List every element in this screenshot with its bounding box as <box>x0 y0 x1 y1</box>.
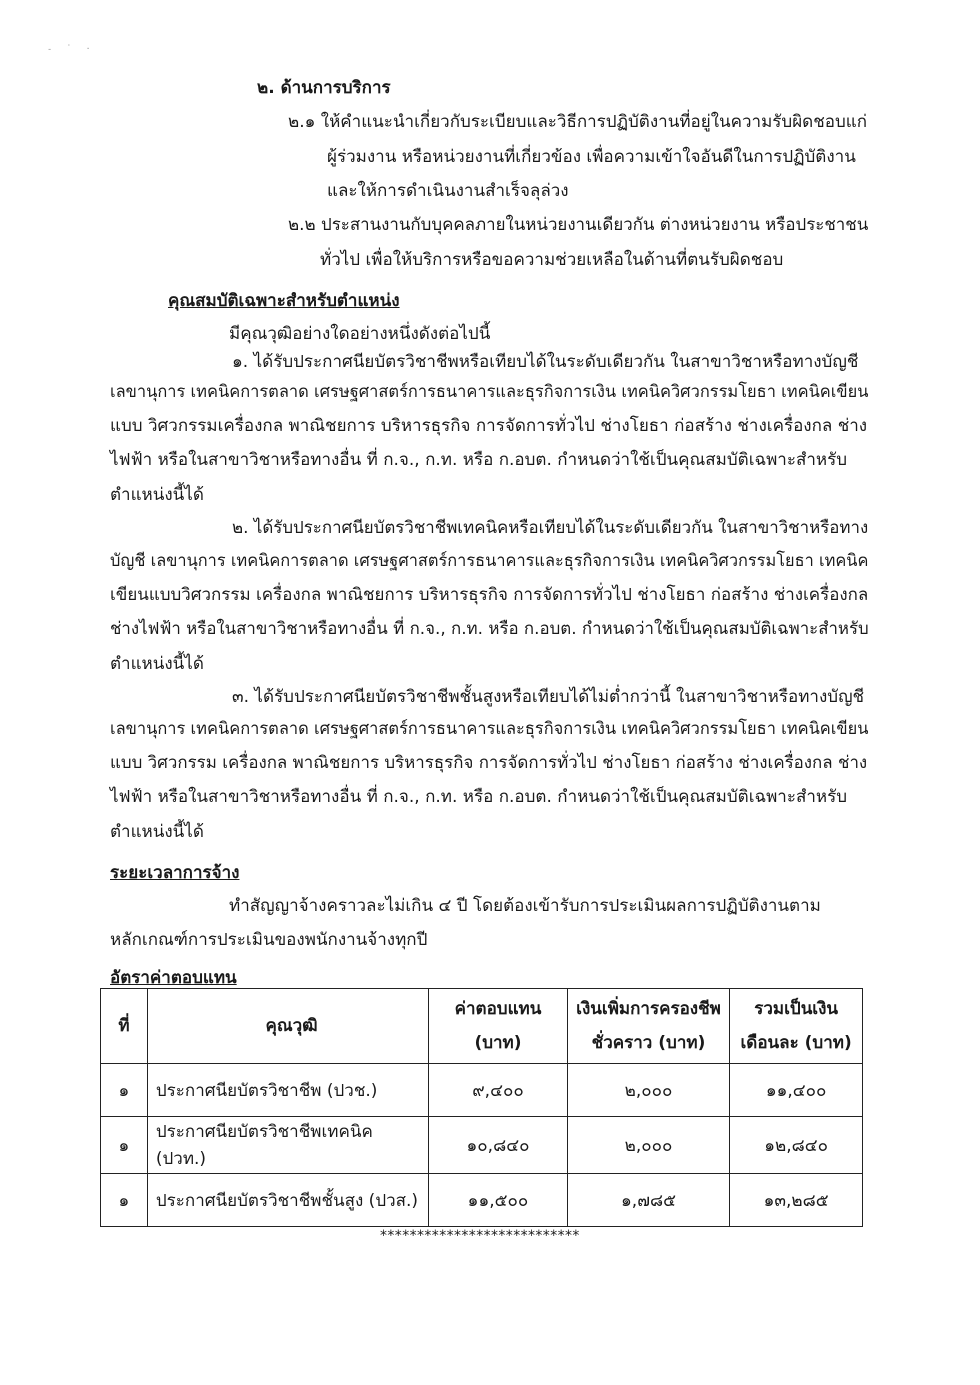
scan-specks: ˗ ˙ · <box>48 44 96 55</box>
header-total <box>730 989 863 1064</box>
header-total-line-2: เดือนละ (บาท) <box>740 1033 852 1053</box>
qualification-3-line-4: ไฟฟ้า หรือในสาขาวิชาหรือทางอื่น ที่ ก.จ., ก.ท. หรือ ก.อบต. กำหนดว่าใช้เป็นคุณสมบัติเฉพาะสำหรับ <box>110 787 848 807</box>
table-header-row <box>101 989 863 1064</box>
qualification-3-line-3: แบบ วิศวกรรม เครื่องกล พาณิชยการ บริหารธุรกิจ การจัดการทั่วไป ช่างโยธา ก่อสร้าง ช่างเครื่องกล ช่าง <box>110 753 868 773</box>
qualification-2-line-3: เขียนแบบวิศวกรรม เครื่องกล พาณิชยการ บริหารธุรกิจ การจัดการทั่วไป ช่างโยธา ก่อสร้าง ช่างเครื่องกล <box>110 585 869 605</box>
header-total-line-1: รวมเป็นเงิน <box>754 999 839 1019</box>
qualification-3-line-5: ตำแหน่งนี้ได้ <box>110 822 204 842</box>
cell-total: ๑๒,๘๔๐ <box>730 1117 863 1174</box>
employment-period-heading: ระยะเวลาการจ้าง <box>110 863 240 883</box>
cell-total: ๑๑,๔๐๐ <box>730 1064 863 1117</box>
header-allowance <box>567 989 730 1064</box>
table-row <box>101 1064 863 1117</box>
qualification-2-line-4: ช่างไฟฟ้า หรือในสาขาวิชาหรือทางอื่น ที่ ก.จ., ก.ท. หรือ ก.อบต. กำหนดว่าใช้เป็นคุณสมบัติเฉพาะสำหรับ <box>110 619 869 639</box>
compensation-heading: อัตราค่าตอบแทน <box>110 968 237 988</box>
qualification-2-line-2: บัญชี เลขานุการ เทคนิคการตลาด เศรษฐศาสตร์การธนาคารและธุรกิจการเงิน เทคนิควิศวกรรมโยธา เทคนิค <box>110 551 869 571</box>
service-item-2-1-line-1: ๒.๑ ให้คำแนะนำเกี่ยวกับระเบียบและวิธีการปฏิบัติงานที่อยู่ในความรับผิดชอบแก่ <box>288 112 867 132</box>
service-item-2-1-line-3: และให้การดำเนินงานสำเร็จลุล่วง <box>327 181 569 201</box>
cell-allowance: ๒,๐๐๐ <box>567 1117 730 1174</box>
header-pay <box>429 989 568 1064</box>
service-item-2-2-line-1: ๒.๒ ประสานงานกับบุคคลภายในหน่วยงานเดียวกัน ต่างหน่วยงาน หรือประชาชน <box>288 215 869 235</box>
qualification-1-line-2: เลขานุการ เทคนิคการตลาด เศรษฐศาสตร์การธนาคารและธุรกิจการเงิน เทคนิควิศวกรรมโยธา เทคนิคเขียน <box>110 382 869 402</box>
cell-no: ๑ <box>101 1117 148 1174</box>
section-service-heading: ๒. ด้านการบริการ <box>257 78 391 98</box>
compensation-table <box>100 988 863 1227</box>
cell-qualification: ประกาศนียบัตรวิชาชีพเทคนิค (ปวท.) <box>147 1117 428 1174</box>
employment-period-line-1: ทำสัญญาจ้างคราวละไม่เกิน ๔ ปี โดยต้องเข้ารับการประเมินผลการปฏิบัติงานตาม <box>229 896 821 916</box>
service-item-2-2-line-2: ทั่วไป เพื่อให้บริการหรือขอความช่วยเหลือในด้านที่ตนรับผิดชอบ <box>320 250 784 270</box>
cell-qualification: ประกาศนียบัตรวิชาชีพ (ปวช.) <box>147 1064 428 1117</box>
header-qualification: คุณวุฒิ <box>147 989 428 1064</box>
header-allowance-line-1: เงินเพิ่มการครองชีพ <box>576 999 721 1019</box>
qualification-3-line-2: เลขานุการ เทคนิคการตลาด เศรษฐศาสตร์การธนาคารและธุรกิจการเงิน เทคนิควิศวกรรมโยธา เทคนิคเขียน <box>110 719 869 739</box>
qualification-1-line-5: ตำแหน่งนี้ได้ <box>110 485 204 505</box>
table-row <box>101 1174 863 1227</box>
header-pay-line-1: ค่าตอบแทน <box>454 999 542 1019</box>
qualification-1-line-3: แบบ วิศวกรรมเครื่องกล พาณิชยการ บริหารธุรกิจ การจัดการทั่วไป ช่างโยธา ก่อสร้าง ช่างเครื่องกล ช่าง <box>110 416 868 436</box>
qualification-1-line-4: ไฟฟ้า หรือในสาขาวิชาหรือทางอื่น ที่ ก.จ., ก.ท. หรือ ก.อบต. กำหนดว่าใช้เป็นคุณสมบัติเฉพาะสำหรับ <box>110 450 848 470</box>
table-row <box>101 1117 863 1174</box>
cell-pay: ๙,๔๐๐ <box>429 1064 568 1117</box>
qualification-heading: คุณสมบัติเฉพาะสำหรับตำแหน่ง <box>168 291 400 311</box>
header-no: ที่ <box>101 989 148 1064</box>
qualification-3-line-1: ๓. ได้รับประกาศนียบัตรวิชาชีพชั้นสูงหรือเทียบได้ไม่ต่ำกว่านี้ ในสาขาวิชาหรือทางบัญชี <box>232 687 865 707</box>
cell-no: ๑ <box>101 1174 148 1227</box>
header-pay-line-2: (บาท) <box>474 1033 522 1053</box>
qualification-2-line-1: ๒. ได้รับประกาศนียบัตรวิชาชีพเทคนิคหรือเทียบได้ในระดับเดียวกัน ในสาขาวิชาหรือทาง <box>232 518 869 538</box>
cell-total: ๑๓,๒๘๕ <box>730 1174 863 1227</box>
employment-period-line-2: หลักเกณฑ์การประเมินของพนักงานจ้างทุกปี <box>110 930 428 950</box>
header-allowance-line-2: ชั่วคราว (บาท) <box>591 1033 706 1053</box>
cell-pay: ๑๐,๘๔๐ <box>429 1117 568 1174</box>
cell-allowance: ๑,๗๘๕ <box>567 1174 730 1227</box>
cell-pay: ๑๑,๕๐๐ <box>429 1174 568 1227</box>
cell-qualification: ประกาศนียบัตรวิชาชีพชั้นสูง (ปวส.) <box>147 1174 428 1227</box>
cell-allowance: ๒,๐๐๐ <box>567 1064 730 1117</box>
qualification-intro: มีคุณวุฒิอย่างใดอย่างหนึ่งดังต่อไปนี้ <box>229 324 491 344</box>
qualification-2-line-5: ตำแหน่งนี้ได้ <box>110 654 204 674</box>
cell-no: ๑ <box>101 1064 148 1117</box>
service-item-2-1-line-2: ผู้ร่วมงาน หรือหน่วยงานที่เกี่ยวข้อง เพื่อความเข้าใจอันดีในการปฏิบัติงาน <box>327 147 856 167</box>
end-asterisks: *************************** <box>380 1228 580 1244</box>
qualification-1-line-1: ๑. ได้รับประกาศนียบัตรวิชาชีพหรือเทียบได้ในระดับเดียวกัน ในสาขาวิชาหรือทางบัญชี <box>232 352 859 372</box>
